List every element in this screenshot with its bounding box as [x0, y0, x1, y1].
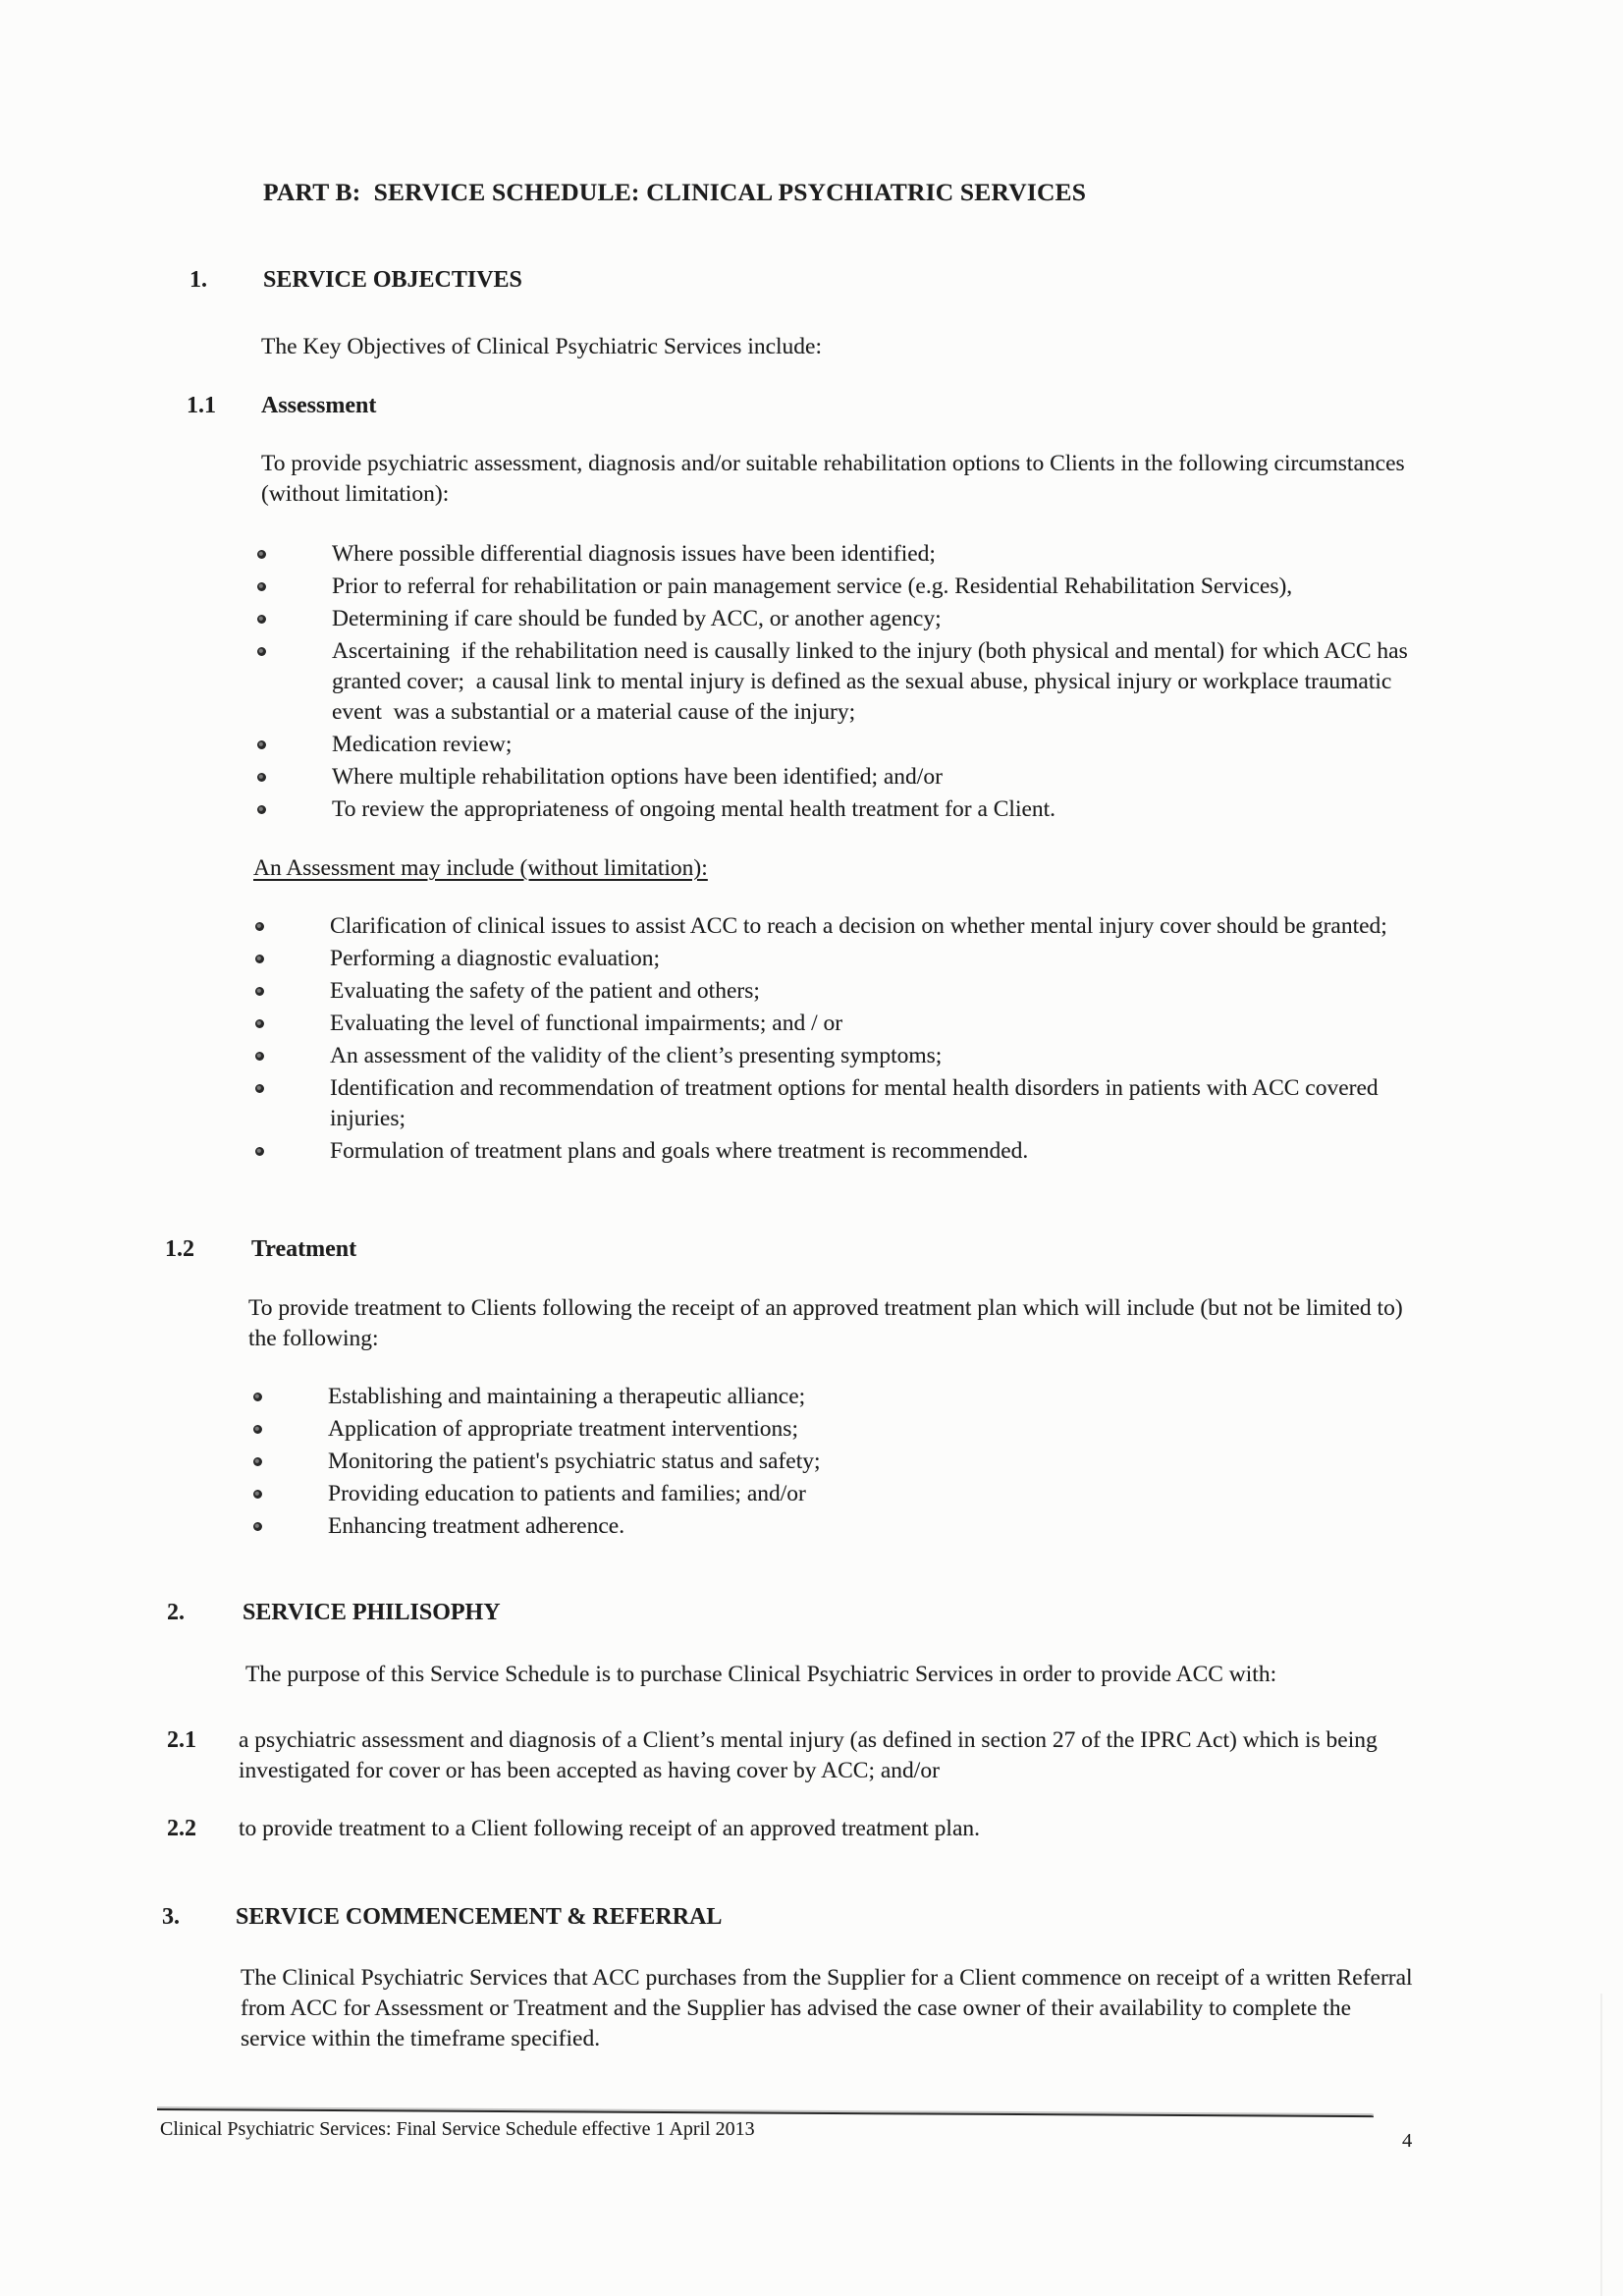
section-2-number: 2. — [167, 1600, 185, 1625]
list-item-text: Where multiple rehabilitation options have been identified; and/or — [332, 764, 943, 790]
scan-edge-artifact — [1600, 1994, 1602, 2296]
list-item-text: Application of appropriate treatment interventions; — [328, 1416, 798, 1442]
section-1-number: 1. — [189, 267, 207, 293]
list-item — [251, 944, 1434, 974]
list-item — [253, 762, 1436, 793]
list-item-text: Clarification of clinical issues to assist ACC to reach a decision on whether mental injury cover should be granted; — [330, 913, 1387, 939]
section-1-1-number: 1.1 — [187, 393, 216, 418]
document-title: PART B: SERVICE SCHEDULE: CLINICAL PSYCHIATRIC SERVICES — [263, 178, 1087, 206]
list-item-text: Where possible differential diagnosis issues have been identified; — [332, 541, 936, 567]
list-item-text: Enhancing treatment adherence. — [328, 1513, 625, 1539]
list-item — [249, 1447, 1433, 1477]
list-item-text: An assessment of the validity of the client’s presenting symptoms; — [330, 1043, 943, 1068]
section-2-intro: The purpose of this Service Schedule is to purchase Clinical Psychiatric Services in order to provide ACC with: — [245, 1662, 1277, 1687]
list-item — [251, 1073, 1434, 1134]
section-3-paragraph: The Clinical Psychiatric Services that ACC purchases from the Supplier for a Client commence on receipt of a written Referral from ACC for Assessment or Treatment and the Supplier has advised the case owner of their availability to complete the service within the timeframe specified. — [241, 1965, 1419, 2051]
list-item-text: Establishing and maintaining a therapeutic alliance; — [328, 1384, 806, 1409]
list-item — [251, 1041, 1434, 1071]
section-1-1-heading: Assessment — [261, 393, 377, 418]
list-item — [253, 794, 1436, 825]
page-number: 4 — [1402, 2130, 1413, 2152]
section-2-heading: SERVICE PHILISOPHY — [243, 1600, 501, 1625]
section-1-heading: SERVICE OBJECTIVES — [263, 267, 522, 293]
bullet-icon — [253, 1425, 262, 1434]
list-item-text: To review the appropriateness of ongoing mental health treatment for a Client. — [332, 796, 1056, 822]
list-item — [251, 1136, 1434, 1167]
list-item — [253, 572, 1436, 602]
list-item — [251, 911, 1434, 942]
footer-text: Clinical Psychiatric Services: Final Service Schedule effective 1 April 2013 — [160, 2118, 755, 2140]
treatment-list — [249, 1382, 1433, 1544]
list-item — [249, 1414, 1433, 1445]
bullet-icon — [257, 740, 266, 749]
bullet-icon — [255, 1052, 264, 1061]
clause-2-1-text: a psychiatric assessment and diagnosis of a Client’s mental injury (as defined in section 27 of the IPRC Act) which is being investigated for cover or has been accepted as having cover by ACC; and/or — [239, 1727, 1383, 1783]
bullet-icon — [255, 1019, 264, 1028]
bullet-icon — [257, 582, 266, 591]
list-item-text: Ascertaining if the rehabilitation need is causally linked to the injury (both physical and mental) for which ACC has granted cover; a causal link to mental injury is defined as the sexual abuse, physical injury or workplace traumatic event was a substantial or a material cause of the injury; — [332, 638, 1414, 725]
clause-2-1-number: 2.1 — [167, 1727, 196, 1753]
list-item-text: Prior to referral for rehabilitation or pain management service (e.g. Residential Rehabilitation Services), — [332, 574, 1293, 599]
list-item-text: Monitoring the patient's psychiatric status and safety; — [328, 1449, 821, 1474]
bullet-icon — [255, 922, 264, 931]
list-item-text: Formulation of treatment plans and goals where treatment is recommended. — [330, 1138, 1029, 1164]
list-item-text: Evaluating the level of functional impairments; and / or — [330, 1011, 843, 1036]
assessment-may-include-list — [251, 911, 1434, 1169]
bullet-icon — [253, 1490, 262, 1499]
clause-2-2-text: to provide treatment to a Client following receipt of an approved treatment plan. — [239, 1816, 981, 1841]
list-item — [249, 1382, 1433, 1412]
section-1-2-heading: Treatment — [251, 1236, 357, 1262]
list-item — [251, 976, 1434, 1007]
section-1-1-paragraph: To provide psychiatric assessment, diagnosis and/or suitable rehabilitation options to Clients in the following circumstances (without limitation): — [261, 451, 1411, 507]
assessment-circumstances-list — [253, 539, 1436, 827]
clause-2-2-number: 2.2 — [167, 1816, 196, 1841]
section-1-2-paragraph: To provide treatment to Clients following the receipt of an approved treatment plan which will include (but not be limited to) the following: — [248, 1295, 1409, 1351]
list-item — [249, 1511, 1433, 1542]
list-item-text: Identification and recommendation of treatment options for mental health disorders in patients with ACC covered injuries; — [330, 1075, 1384, 1131]
list-item-text: Performing a diagnostic evaluation; — [330, 946, 661, 971]
bullet-icon — [257, 805, 266, 814]
section-3-heading: SERVICE COMMENCEMENT & REFERRAL — [236, 1904, 723, 1930]
list-item — [249, 1479, 1433, 1509]
bullet-icon — [253, 1522, 262, 1531]
assessment-subheading: An Assessment may include (without limitation): — [253, 855, 708, 881]
bullet-icon — [257, 773, 266, 782]
bullet-icon — [255, 1084, 264, 1093]
list-item — [253, 636, 1436, 728]
bullet-icon — [257, 615, 266, 624]
list-item-text: Providing education to patients and families; and/or — [328, 1481, 806, 1506]
bullet-icon — [253, 1457, 262, 1466]
list-item — [253, 604, 1436, 634]
list-item — [253, 539, 1436, 570]
bullet-icon — [253, 1393, 262, 1401]
list-item-text: Medication review; — [332, 732, 513, 757]
bullet-icon — [255, 955, 264, 963]
section-3-number: 3. — [162, 1904, 180, 1930]
list-item — [253, 730, 1436, 760]
bullet-icon — [257, 647, 266, 656]
section-1-intro: The Key Objectives of Clinical Psychiatric Services include: — [261, 334, 823, 359]
section-1-2-number: 1.2 — [165, 1236, 194, 1262]
bullet-icon — [257, 550, 266, 559]
bullet-icon — [255, 1147, 264, 1156]
bullet-icon — [255, 987, 264, 996]
list-item-text: Determining if care should be funded by ACC, or another agency; — [332, 606, 942, 631]
list-item — [251, 1009, 1434, 1039]
list-item-text: Evaluating the safety of the patient and others; — [330, 978, 760, 1004]
